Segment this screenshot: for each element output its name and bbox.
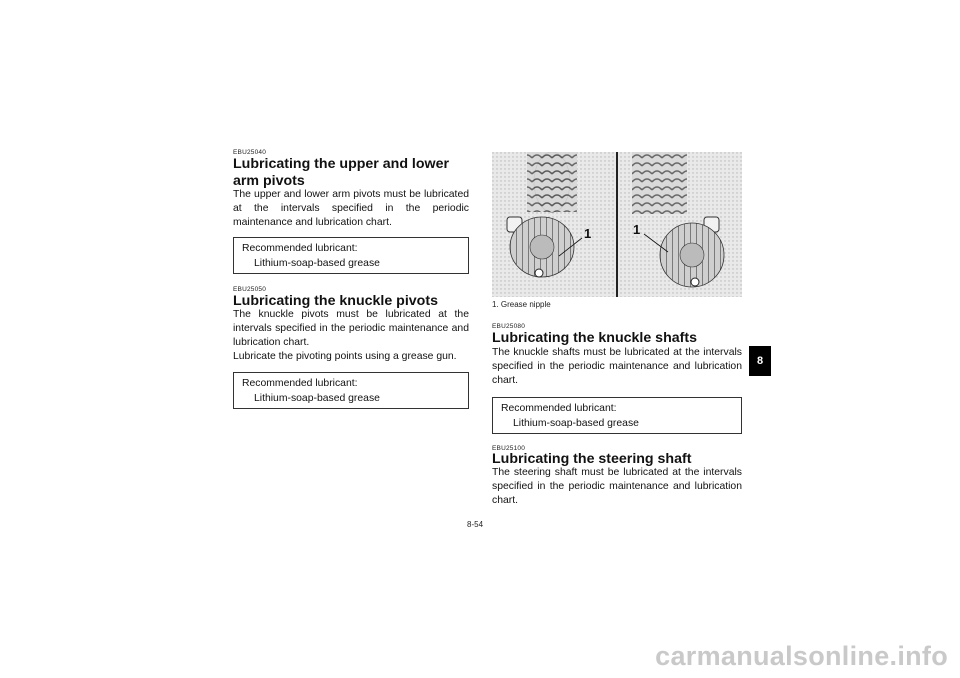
lubricant-label: Recommended lubricant:	[242, 378, 358, 389]
lubricant-box	[492, 397, 742, 434]
section-heading: Lubricating the knuckle pivots	[233, 293, 438, 309]
grease-nipple-figure	[492, 152, 742, 297]
callout-number: 1	[584, 226, 592, 241]
lubricant-value: Lithium-soap-based grease	[254, 393, 380, 404]
lubricant-value: Lithium-soap-based grease	[254, 258, 380, 269]
lubricant-label: Recommended lubricant:	[242, 243, 358, 254]
lubricant-value: Lithium-soap-based grease	[513, 418, 639, 429]
section-code: EBU25100	[492, 445, 526, 452]
section-body: The steering shaft must be lubricated at the intervals specified in the periodic maintenance and lubrication chart.	[492, 467, 742, 506]
figure-caption: 1. Grease nipple	[492, 300, 551, 309]
section-body: The knuckle pivots must be lubricated at the intervals specified in the periodic maintenance and lubrication chart.	[233, 309, 469, 348]
section-code: EBU25080	[492, 323, 526, 330]
section-heading: Lubricating the steering shaft	[492, 451, 692, 467]
section-heading: Lubricating the upper and lower arm pivots	[233, 156, 449, 189]
section-body: The knuckle shafts must be lubricated at the intervals specified in the periodic maintenance and lubrication chart.	[492, 347, 742, 386]
section-heading: Lubricating the knuckle shafts	[492, 330, 697, 346]
callout-number: 1	[633, 222, 641, 237]
section-code: EBU25050	[233, 286, 267, 293]
lubricant-box	[233, 237, 469, 274]
lubricant-label: Recommended lubricant:	[501, 403, 617, 414]
section-code: EBU25040	[233, 149, 267, 156]
lubricant-box	[233, 372, 469, 409]
suspension-photo	[492, 152, 742, 297]
watermark: carmanualsonline.info	[655, 641, 948, 671]
section-body-2: Lubricate the pivoting points using a grease gun.	[233, 351, 457, 362]
chapter-tab: 8	[749, 346, 771, 376]
page-number: 8-54	[467, 520, 484, 529]
section-body: The upper and lower arm pivots must be lubricated at the intervals specified in the periodic maintenance and lubrication chart.	[233, 189, 469, 228]
